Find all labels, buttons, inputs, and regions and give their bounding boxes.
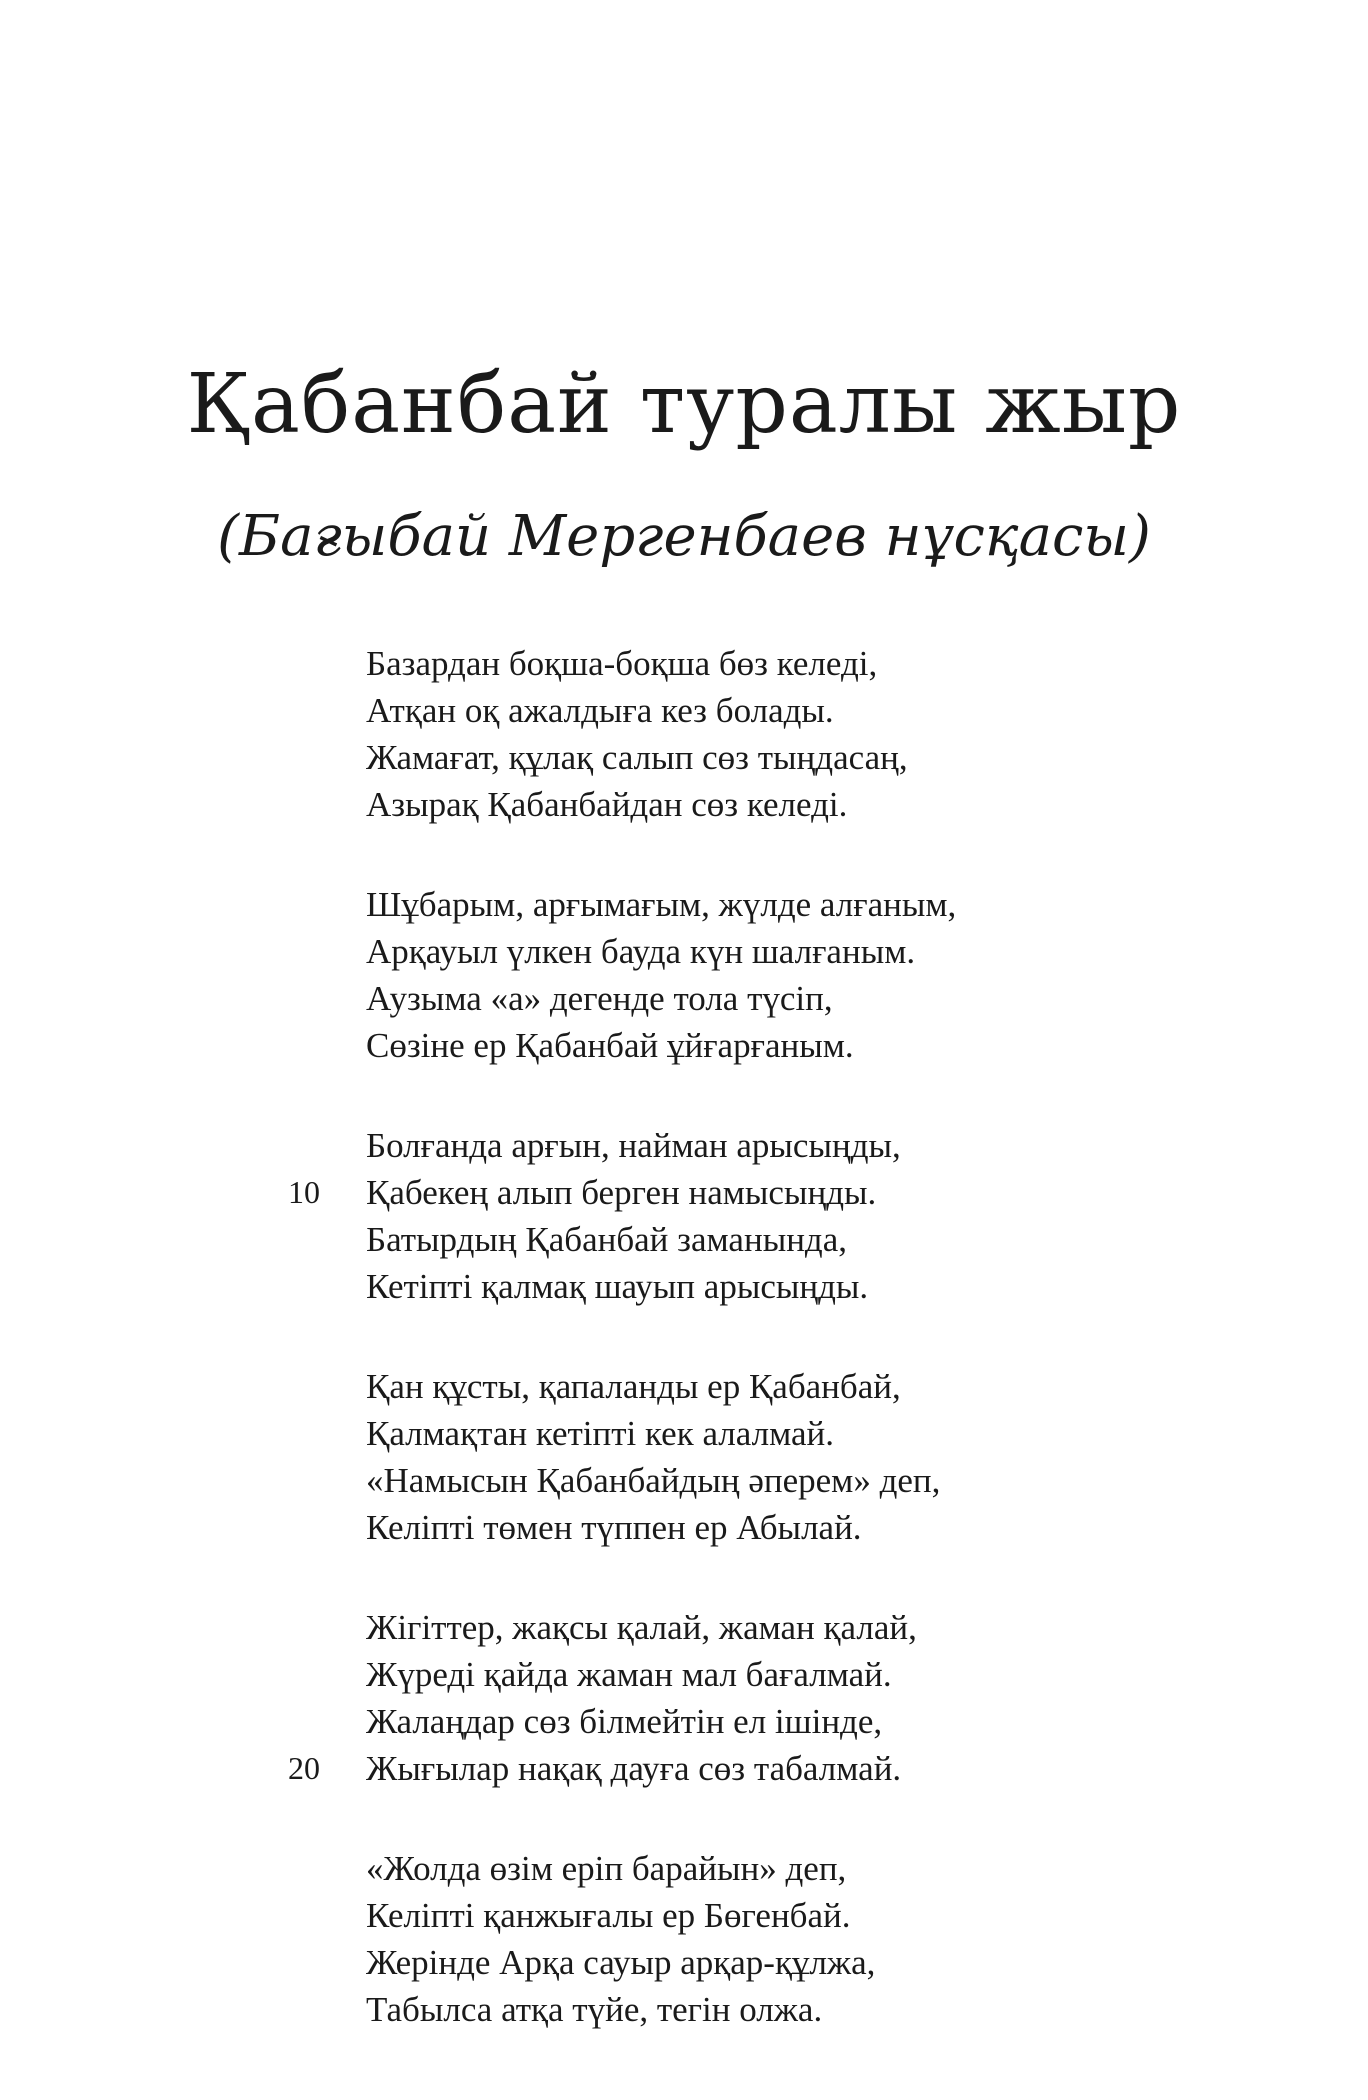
verse-line (0, 1698, 1368, 1745)
poem-title: Қабанбай туралы жыр (186, 357, 1182, 452)
verse-line (0, 1604, 1368, 1651)
verse-line (0, 1745, 1368, 1792)
verse-line (0, 928, 1368, 975)
verse-line (0, 881, 1368, 928)
verse-line (0, 1939, 1368, 1986)
verse-text: Жығылар нақақ дауға сөз табалмай. (366, 1749, 902, 1788)
verse-line (0, 640, 1368, 687)
poem-subtitle: (Бағыбай Мергенбаев нұсқасы) (217, 504, 1151, 569)
verse-text: Жалаңдар сөз білмейтін ел ішінде, (366, 1702, 883, 1741)
verse-line (0, 1651, 1368, 1698)
verse-text: Батырдың Қабанбай заманында, (366, 1220, 848, 1259)
verse-line (0, 1122, 1368, 1169)
verse-text: Шұбарым, арғымағым, жүлде алғаным, (366, 885, 957, 924)
verse-text: Жігіттер, жақсы қалай, жаман қалай, (366, 1608, 917, 1647)
verse-text: Базардан боқша-боқша бөз келеді, (366, 644, 878, 683)
verse-text: Болғанда арғын, найман арысыңды, (366, 1126, 901, 1165)
verse-text: Сөзіне ер Қабанбай ұйғарғаным. (366, 1026, 854, 1065)
stanza (0, 640, 1368, 828)
verse-text: Аузыма «а» дегенде тола түсіп, (366, 979, 833, 1018)
line-number: 20 (288, 1750, 320, 1786)
poem-body (0, 640, 1368, 2086)
verse-text: «Жолда өзім еріп барайын» деп, (366, 1849, 847, 1888)
verse-line (0, 1169, 1368, 1216)
stanza (0, 881, 1368, 1069)
verse-text: Жүреді қайда жаман мал бағалмай. (366, 1655, 892, 1694)
verse-text: Атқан оқ ажалдыға кез болады. (366, 691, 834, 730)
verse-text: Қалмақтан кетіпті кек алалмай. (366, 1414, 834, 1453)
verse-line (0, 781, 1368, 828)
verse-line (0, 734, 1368, 781)
verse-line (0, 1022, 1368, 1069)
verse-line (0, 1845, 1368, 1892)
verse-text: Қан құсты, қапаланды ер Қабанбай, (366, 1367, 901, 1406)
verse-text: Табылса атқа түйе, тегін олжа. (366, 1990, 823, 2029)
stanza (0, 1363, 1368, 1551)
verse-line (0, 1986, 1368, 2033)
verse-text: Арқауыл үлкен бауда күн шалғаным. (366, 932, 916, 971)
stanza (0, 1122, 1368, 1310)
verse-text: Қабекең алып берген намысыңды. (366, 1173, 877, 1212)
verse-line (0, 687, 1368, 734)
verse-text: «Намысын Қабанбайдың әперем» деп, (366, 1461, 941, 1500)
verse-line (0, 1457, 1368, 1504)
verse-text: Жерінде Арқа сауыр арқар-құлжа, (366, 1943, 876, 1982)
verse-line (0, 1216, 1368, 1263)
verse-line (0, 1892, 1368, 1939)
verse-line (0, 1263, 1368, 1310)
verse-text: Кетіпті қалмақ шауып арысыңды. (366, 1267, 869, 1306)
verse-line (0, 975, 1368, 1022)
verse-text: Азырақ Қабанбайдан сөз келеді. (366, 785, 848, 824)
verse-text: Жамағат, құлақ салып сөз тыңдасаң, (366, 738, 908, 777)
stanza (0, 1604, 1368, 1792)
stanza (0, 1845, 1368, 2033)
verse-text: Келіпті төмен түппен ер Абылай. (366, 1508, 862, 1547)
verse-line (0, 1363, 1368, 1410)
verse-line (0, 1504, 1368, 1551)
line-number: 10 (288, 1174, 320, 1210)
verse-line (0, 1410, 1368, 1457)
verse-text: Келіпті қанжығалы ер Бөгенбай. (366, 1896, 851, 1935)
